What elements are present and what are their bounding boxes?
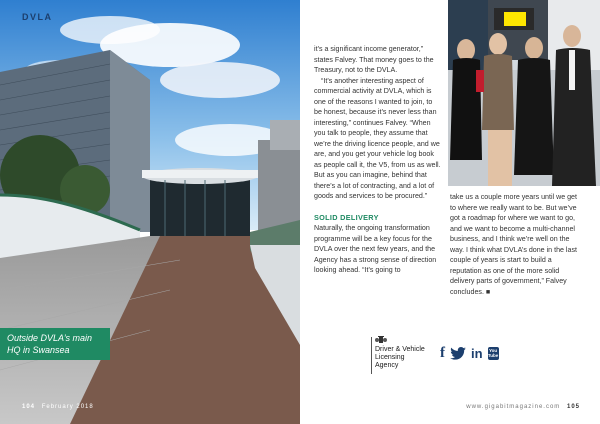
section-tag: DVLA	[22, 12, 53, 22]
article-paragraph: Naturally, the ongoing transformation programme will be a key focus for the DVLA over the next few years, and the Agency has a strong sense of direction looking ahead. “It’s going to	[314, 224, 437, 274]
linkedin-icon[interactable]: in	[471, 346, 483, 361]
page-number-left: 104	[22, 404, 36, 410]
article-column-1	[314, 44, 442, 276]
website-url: www.gigabitmagazine.com	[466, 404, 561, 410]
photo-caption: Outside DVLA’s main HQ in Swansea	[0, 328, 110, 360]
right-page	[300, 0, 600, 424]
facebook-icon[interactable]: f	[440, 345, 445, 361]
youtube-label: You	[488, 348, 498, 353]
logo-line: Driver & Vehicle	[375, 346, 425, 353]
logo-line: Agency	[375, 362, 399, 369]
article-column-2	[450, 192, 582, 297]
twitter-icon[interactable]	[450, 347, 466, 360]
article-paragraph: “It’s another interesting aspect of commercial activity at DVLA, which is one of the reasons I wanted to join, to be honest, because it’s never less than interesting,” continues Falvey. “When you talk to people, they assume that we’re the driving licence people, and we are, and you get your vehicle log book as people call it, the V5, from us as well. But as you can imagine, behind that there’s a lot of contracting, and a lot of goods and services to be procured.”	[314, 76, 441, 200]
subheading: SOLID DELIVERY	[314, 212, 379, 222]
logo-line: Licensing	[375, 354, 405, 361]
article-paragraph: take us a couple more years until we get to where we really want to be. But we’ve got a roadmap for where we want to go, and we want to become a multi-channel business, and I think we’re well on the way. I think what DVLA’s done in the last couple of years is start to build a reputation as one of the more solid delivery parts of government,” Falvey concludes. ■	[450, 193, 577, 296]
issue-date: February 2018	[41, 404, 94, 410]
article-paragraph: it’s a significant income generator,” states Falvey. That money goes to the Treasury, not to the DVLA.	[314, 45, 434, 74]
logo-text	[375, 346, 425, 370]
folio-left	[22, 404, 94, 410]
social-links	[440, 345, 499, 362]
folio-right	[466, 404, 580, 410]
award-photo	[448, 0, 600, 186]
page-number-right: 105	[566, 404, 580, 410]
crest-icon	[375, 336, 387, 345]
youtube-label: Tube	[487, 353, 499, 358]
youtube-icon[interactable]	[488, 347, 499, 360]
